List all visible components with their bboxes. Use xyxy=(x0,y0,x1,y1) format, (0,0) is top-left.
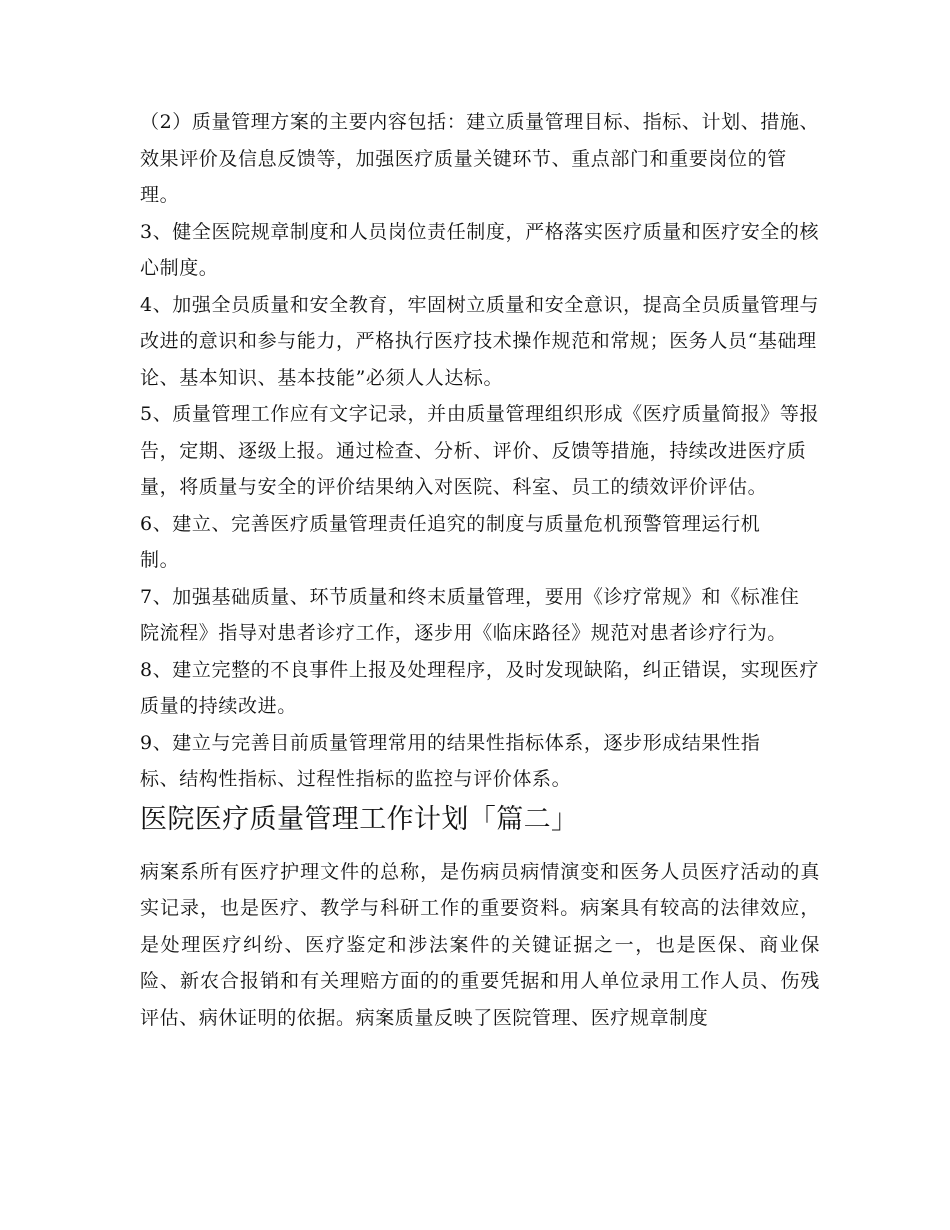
paragraph-item-9: 9、建立与完善目前质量管理常用的结果性指标体系，逐步形成结果性指标、结构性指标、过程性指标的监控与评价体系。 xyxy=(140,731,761,790)
paragraph-item-3: 3、健全医院规章制度和人员岗位责任制度，严格落实医疗质量和医疗安全的核心制度。 xyxy=(140,220,820,279)
paragraph-medical-records: 病案系所有医疗护理文件的总称，是伤病员病情演变和医务人员医疗活动的真实记录，也是医疗、教学与科研工作的重要资料。病案具有较高的法律效应，是处理医疗纠纷、医疗鉴定和涉法案件的关键证据之一，也是医保、商业保险、新农合报销和有关理赔方面的的重要凭据和用人单位录用工作人员、伤残评估、病休证明的依据。病案质量反映了医院管理、医疗规章制度 xyxy=(140,860,820,1029)
paragraph-item-8: 8、建立完整的不良事件上报及处理程序，及时发现缺陷，纠正错误，实现医疗质量的持续改进。 xyxy=(140,658,820,717)
paragraph-quality-plan-content: （2）质量管理方案的主要内容包括：建立质量管理目标、指标、计划、措施、效果评价及信息反馈等，加强医疗质量关键环节、重点部门和重要岗位的管理。 xyxy=(140,111,820,206)
document-page xyxy=(140,104,820,1036)
section-heading: 医院医疗质量管理工作计划「篇二」 xyxy=(140,803,579,835)
paragraph-item-4: 4、加强全员质量和安全教育，牢固树立质量和安全意识，提高全员质量管理与改进的意识和参与能力，严格执行医疗技术操作规范和常规；医务人员“基础理论、基本知识、基本技能”必须人人达标。 xyxy=(140,293,820,389)
paragraph-item-5: 5、质量管理工作应有文字记录，并由质量管理组织形成《医疗质量简报》等报告，定期、逐级上报。通过检查、分析、评价、反馈等措施，持续改进医疗质量，将质量与安全的评价结果纳入对医院、科室、员工的绩效评价评估。 xyxy=(140,403,820,498)
paragraph-item-7: 7、加强基础质量、环节质量和终末质量管理，要用《诊疗常规》和《标准住院流程》指导对患者诊疗工作，逐步用《临床路径》规范对患者诊疗行为。 xyxy=(140,585,800,644)
paragraph-item-6: 6、建立、完善医疗质量管理责任追究的制度与质量危机预警管理运行机制。 xyxy=(140,512,761,571)
